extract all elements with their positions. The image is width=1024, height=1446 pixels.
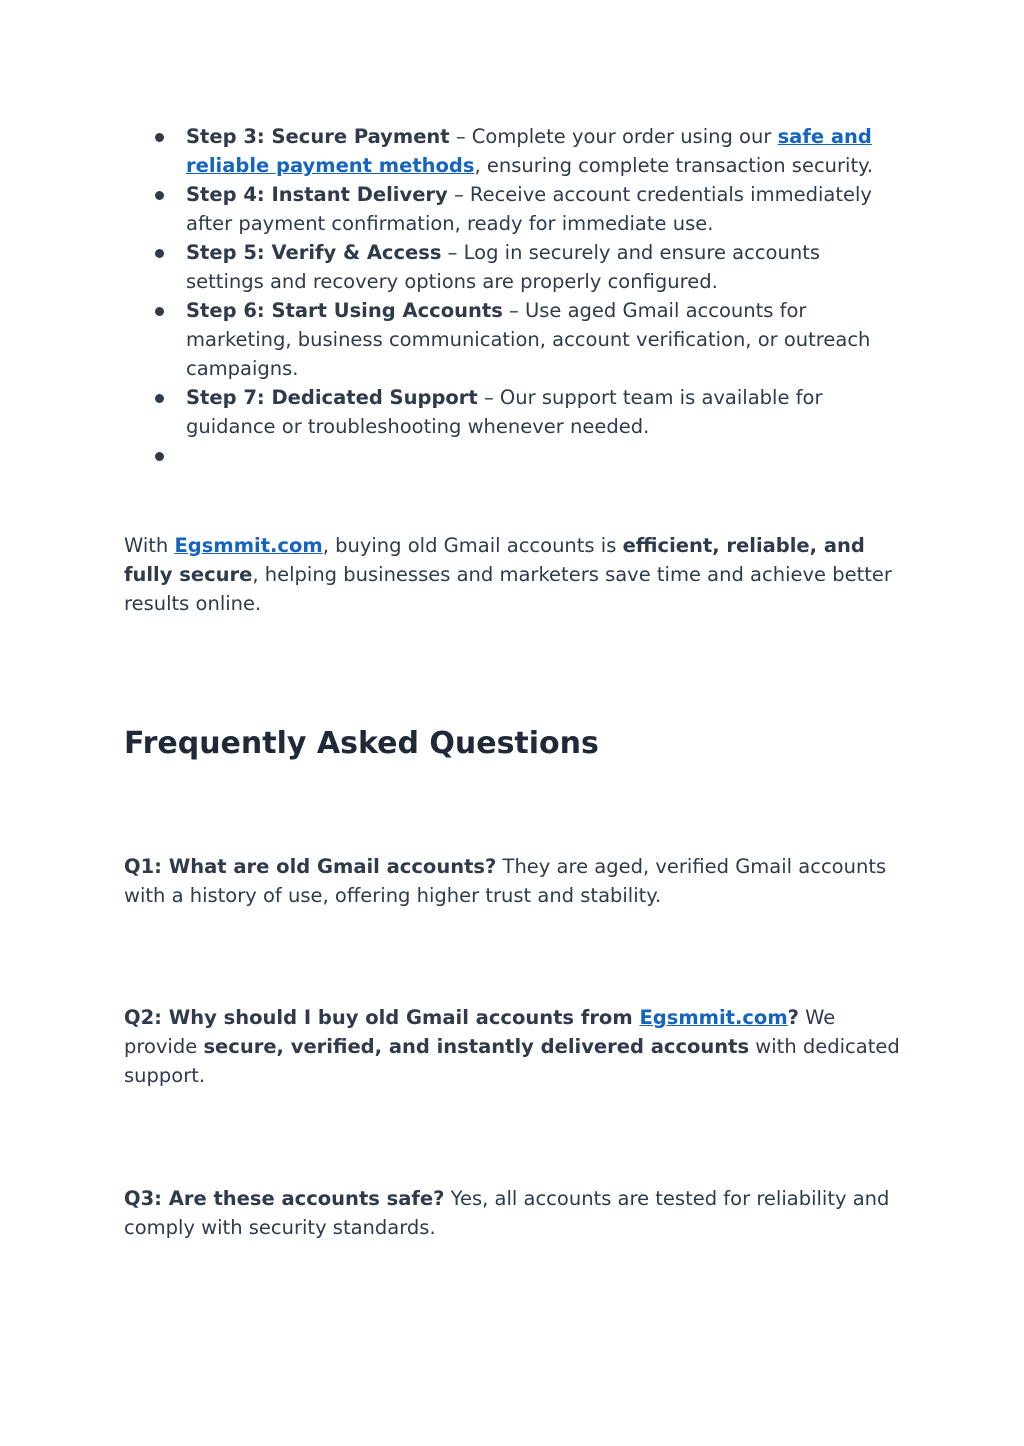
answer: with dedicated support.	[124, 1035, 900, 1087]
step-text: – Receive account credentials immediately after payment confirmation, ready for immediate use.	[186, 183, 872, 235]
faq-q1	[124, 852, 904, 910]
list-item	[186, 238, 896, 296]
step-text: – Complete your order using our	[449, 125, 778, 148]
step-text: – Our support team is available for guidance or troubleshooting whenever needed.	[186, 386, 823, 438]
question: ?	[787, 1006, 799, 1029]
step-title: Step 5: Verify & Access	[186, 241, 442, 264]
faq-q3	[124, 1184, 904, 1242]
step-title: Step 7: Dedicated Support	[186, 386, 478, 409]
question: Q1: What are old Gmail accounts?	[124, 855, 497, 878]
answer: Yes, all accounts are tested for reliability and comply with security standards.	[124, 1187, 890, 1239]
list-item	[186, 122, 896, 180]
list-item	[186, 296, 896, 383]
answer: We provide	[124, 1006, 836, 1058]
empty-list-item	[186, 441, 896, 470]
list-item	[186, 180, 896, 238]
answer: They are aged, verified Gmail accounts with a history of use, offering higher trust and stability.	[124, 855, 887, 907]
step-text: – Log in securely and ensure accounts settings and recovery options are properly configured.	[186, 241, 821, 293]
step-text: , ensuring complete transaction security.	[474, 154, 874, 177]
emphasis: secure, verified, and instantly delivered accounts	[203, 1035, 750, 1058]
step-title: Step 4: Instant Delivery	[186, 183, 448, 206]
question: Q2: Why should I buy old Gmail accounts from	[124, 1006, 640, 1029]
faq-heading: Frequently Asked Questions	[124, 726, 599, 761]
summary-paragraph	[124, 531, 904, 618]
text: With	[124, 534, 175, 557]
emphasis: efficient, reliable, and fully secure	[124, 534, 865, 586]
step-title: Step 3: Secure Payment	[186, 125, 450, 148]
step-title: Step 6: Start Using Accounts	[186, 299, 503, 322]
egsmmit-link[interactable]: Egsmmit.com	[174, 534, 323, 557]
question: Q3: Are these accounts safe?	[124, 1187, 445, 1210]
steps-list	[186, 122, 896, 470]
list-item	[186, 383, 896, 441]
faq-q2	[124, 1003, 904, 1090]
step-text: – Use aged Gmail accounts for marketing, business communication, account verification, or outreach campaigns.	[186, 299, 871, 380]
text: , helping businesses and marketers save time and achieve better results online.	[124, 563, 892, 615]
text: , buying old Gmail accounts is	[322, 534, 623, 557]
payment-methods-link[interactable]: safe and reliable payment methods	[186, 125, 872, 177]
egsmmit-link[interactable]: Egsmmit.com	[639, 1006, 788, 1029]
